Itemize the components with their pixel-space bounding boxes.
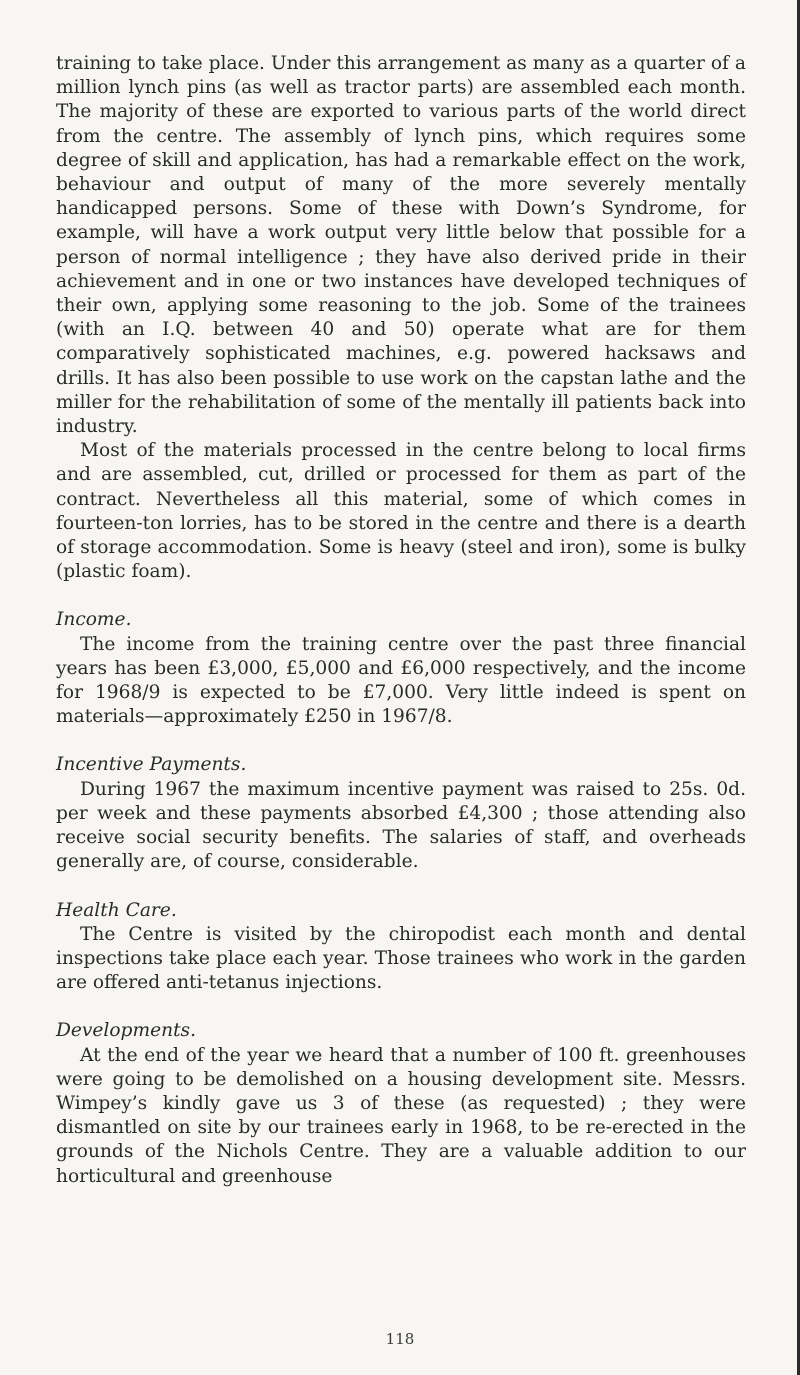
section-heading: Income. — [56, 609, 132, 631]
section-paragraph: The income from the training centre over the past three financial years has been £3,000, £5,000 and £6,000 respectively, and the income for 1968/9 is expected to be £7,000. Very little indeed is spent on materials—approximately £250 in 1967/8. — [56, 633, 746, 728]
section-paragraph: At the end of the year we heard that a number of 100 ft. greenhouses were going to be demolished on a housing development site. Messrs. Wimpey’s kindly gave us 3 of these (as requested) ; they were dismantled on site by our trainees early in 1968, to be re-erected in the grounds of the Nichols Centre. They are a valuable addition to our horticultural and greenhouse — [56, 1044, 746, 1187]
page-number: 118 — [385, 1330, 415, 1348]
section-paragraph: The Centre is visited by the chiropodist each month and dental inspections take place each year. Those trainees who work in the garden are offered anti-tetanus injections. — [56, 923, 746, 994]
section-heading: Developments. — [56, 1020, 196, 1042]
body-paragraph: Most of the materials processed in the centre belong to local firms and are assembled, cut, drilled or processed for them as part of the contract. Nevertheless all this material, some of which comes in fourteen-ton lorries, has to be stored in the centre and there is a dearth of storage accommodation. Some is heavy (steel and iron), some is bulky (plastic foam). — [56, 440, 746, 583]
document-page — [56, 52, 746, 1189]
body-paragraph: training to take place. Under this arrangement as many as a quarter of a million lynch pins (as well as tractor parts) are assembled each month. The majority of these are exported to various parts of the world direct from the centre. The assembly of lynch pins, which requires some degree of skill and application, has had a remarkable effect on the work, behaviour and output of many of the more severely mentally handicapped persons. Some of these with Down’s Syndrome, for example, will have a work output very little below that possible for a person of normal intelligence ; they have also derived pride in their achievement and in one or two instances have developed techniques of their own, applying some reasoning to the job. Some of the trainees (with an I.Q. between 40 and 50) operate what are for them comparatively sophisticated machines, e.g. powered hacksaws and drills. It has also been possible to use work on the capstan lathe and the miller for the rehabilitation of some of the mentally ill patients back into industry. — [56, 53, 746, 438]
section-heading: Health Care. — [56, 899, 177, 921]
section-heading: Incentive Payments. — [56, 754, 247, 776]
section-paragraph: During 1967 the maximum incentive payment was raised to 25s. 0d. per week and these payments absorbed £4,300 ; those attending also receive social security benefits. The salaries of staff, and overheads generally are, of course, considerable. — [56, 778, 746, 873]
